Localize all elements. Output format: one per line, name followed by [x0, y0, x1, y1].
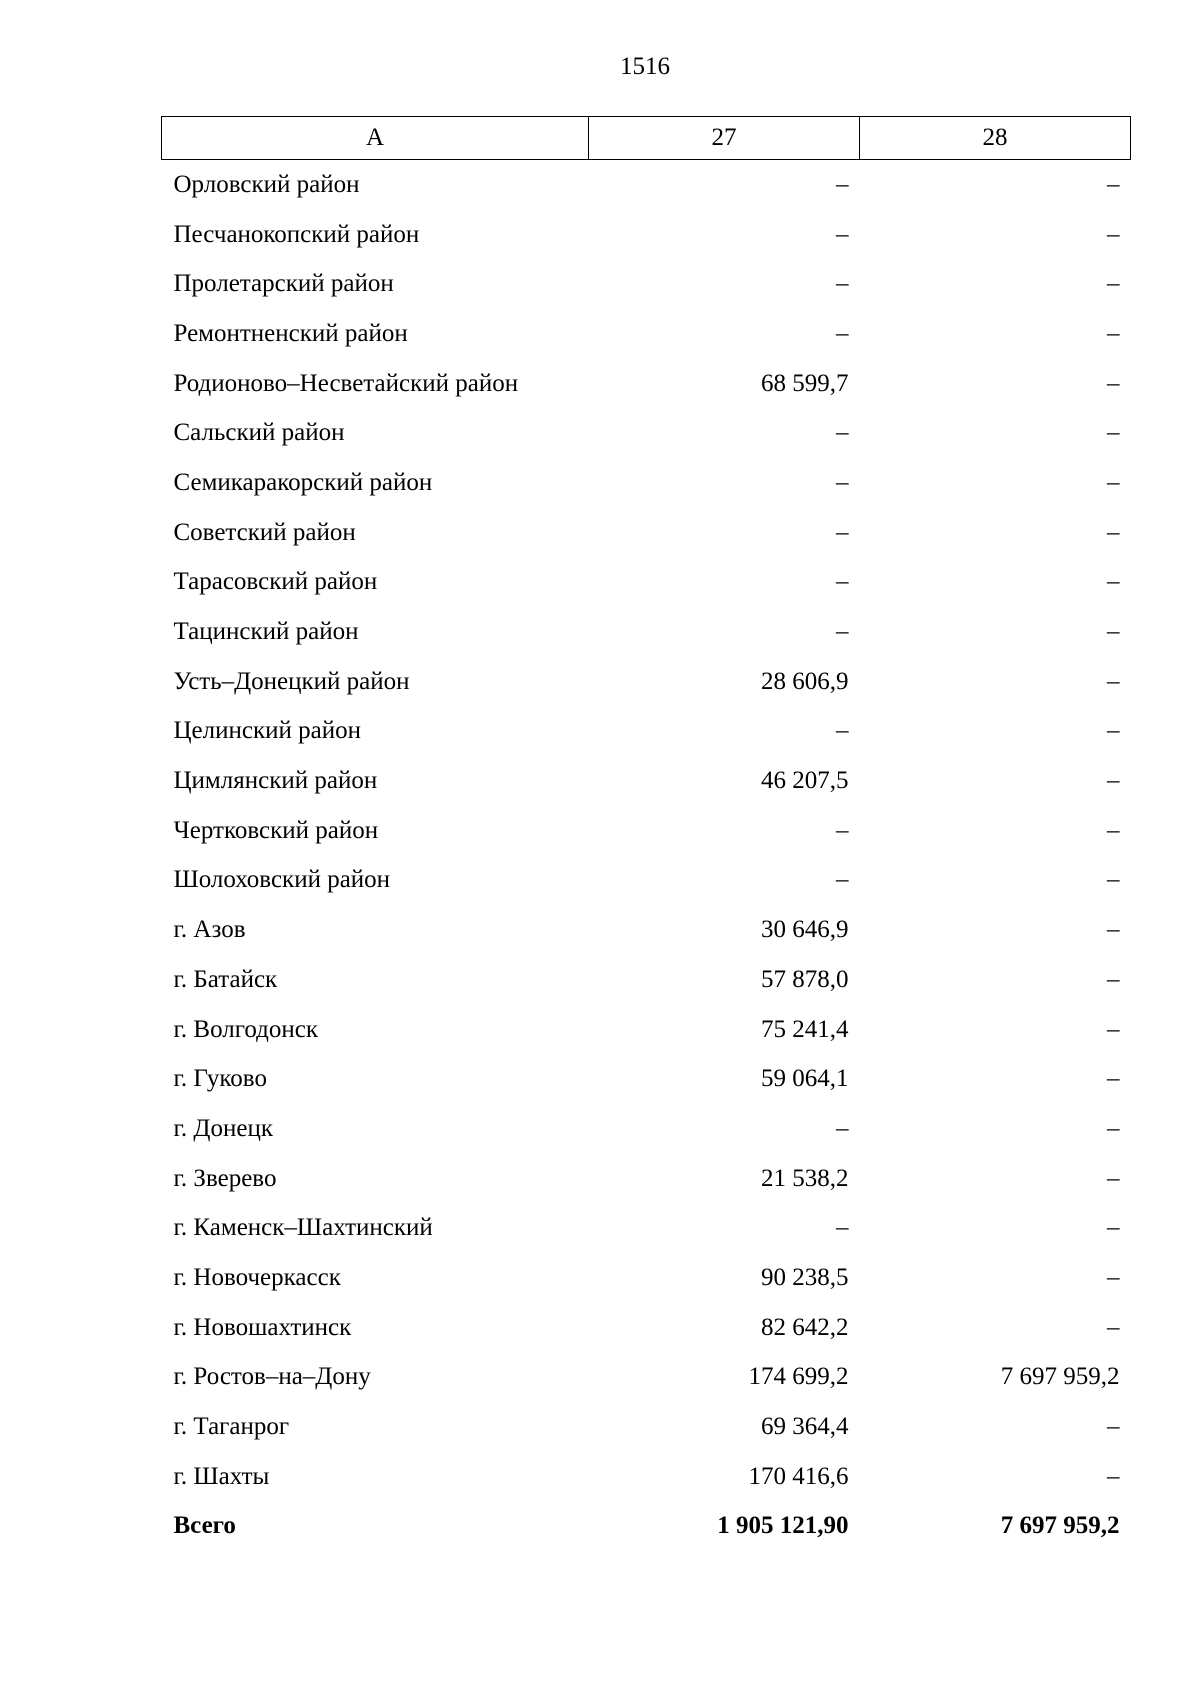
row-value-27: –	[836, 319, 849, 347]
row-name: г. Каменск–Шахтинский	[173, 1214, 433, 1242]
row-name: г. Шахты	[173, 1462, 270, 1490]
table-row	[162, 955, 1131, 1005]
row-value-27: –	[836, 816, 849, 844]
row-value-28: –	[1107, 1065, 1120, 1093]
row-name: Всего	[173, 1512, 236, 1540]
row-value-28: –	[1107, 419, 1120, 447]
row-name: Ремонтненский район	[173, 319, 408, 347]
row-name: Песчанокопский район	[173, 220, 420, 248]
table-row	[162, 160, 1131, 210]
table-row	[162, 558, 1131, 608]
row-value-27: –	[836, 419, 849, 447]
row-name: г. Гуково	[173, 1065, 267, 1093]
row-value-28: –	[1107, 568, 1120, 596]
row-value-27: 59 064,1	[761, 1065, 849, 1093]
table-row	[162, 607, 1131, 657]
table-row	[162, 309, 1131, 359]
column-header-a: А	[162, 117, 589, 160]
row-value-28: –	[1107, 717, 1120, 745]
row-value-27: 75 241,4	[761, 1015, 849, 1043]
table-row	[162, 210, 1131, 260]
row-value-28: –	[1107, 1114, 1120, 1142]
table-row	[162, 707, 1131, 757]
row-value-27: –	[836, 170, 849, 198]
row-value-27: 69 364,4	[761, 1413, 849, 1441]
row-name: г. Новошахтинск	[173, 1313, 352, 1341]
row-name: г. Батайск	[173, 965, 278, 993]
row-value-27: –	[836, 1114, 849, 1142]
row-value-27: –	[836, 866, 849, 894]
row-value-27: –	[836, 270, 849, 298]
row-name: Советский район	[173, 518, 356, 546]
row-value-27: 170 416,6	[748, 1462, 849, 1490]
row-value-28: 7 697 959,2	[1000, 1363, 1120, 1391]
row-name: г. Новочеркасск	[173, 1263, 341, 1291]
budget-table	[161, 116, 1131, 1551]
table-row	[162, 1353, 1131, 1403]
table-row	[162, 1303, 1131, 1353]
page-number: 1516	[620, 53, 670, 80]
row-value-27: 90 238,5	[761, 1263, 849, 1291]
row-value-27: –	[836, 518, 849, 546]
row-value-28: –	[1107, 1015, 1120, 1043]
row-name: г. Азов	[173, 916, 246, 944]
row-name: Шолоховский район	[173, 866, 391, 894]
row-value-28: –	[1107, 1313, 1120, 1341]
row-value-27: 30 646,9	[761, 916, 849, 944]
table-row	[162, 1203, 1131, 1253]
table-row	[162, 1005, 1131, 1055]
row-name: г. Волгодонск	[173, 1015, 319, 1043]
row-name: г. Ростов–на–Дону	[173, 1363, 371, 1391]
row-value-28: –	[1107, 220, 1120, 248]
total-row	[162, 1502, 1131, 1552]
row-name: Орловский район	[173, 170, 360, 198]
row-name: Пролетарский район	[173, 270, 394, 298]
row-value-28: –	[1107, 1413, 1120, 1441]
table-row	[162, 259, 1131, 309]
table-row	[162, 756, 1131, 806]
row-value-28: 7 697 959,2	[1000, 1512, 1120, 1540]
table-row	[162, 1054, 1131, 1104]
row-value-28: –	[1107, 1462, 1120, 1490]
row-name: Усть–Донецкий район	[173, 667, 410, 695]
row-value-28: –	[1107, 270, 1120, 298]
row-name: Семикаракорский район	[173, 468, 433, 496]
row-value-27: 46 207,5	[761, 767, 849, 795]
table-row	[162, 1154, 1131, 1204]
row-value-27: –	[836, 568, 849, 596]
row-value-28: –	[1107, 965, 1120, 993]
row-name: Тацинский район	[173, 618, 359, 646]
row-value-28: –	[1107, 866, 1120, 894]
row-value-28: –	[1107, 916, 1120, 944]
row-name: г. Донецк	[173, 1114, 273, 1142]
row-value-28: –	[1107, 319, 1120, 347]
row-value-28: –	[1107, 1263, 1120, 1291]
table-row	[162, 1402, 1131, 1452]
column-header-27: 27	[589, 117, 860, 160]
row-value-27: –	[836, 1214, 849, 1242]
table-row	[162, 856, 1131, 906]
row-name: Чертковский район	[173, 816, 379, 844]
row-value-28: –	[1107, 170, 1120, 198]
row-value-27: 1 905 121,90	[717, 1512, 849, 1540]
row-value-27: 57 878,0	[761, 965, 849, 993]
table-header-row	[162, 117, 1131, 160]
row-value-27: 21 538,2	[761, 1164, 849, 1192]
table-row	[162, 806, 1131, 856]
row-value-27: 68 599,7	[761, 369, 849, 397]
table-row	[162, 408, 1131, 458]
table-row	[162, 1452, 1131, 1502]
row-value-27: –	[836, 468, 849, 496]
row-value-28: –	[1107, 518, 1120, 546]
table-row	[162, 1104, 1131, 1154]
row-value-27: 82 642,2	[761, 1313, 849, 1341]
row-value-28: –	[1107, 816, 1120, 844]
table-row	[162, 458, 1131, 508]
row-name: Цимлянский район	[173, 767, 378, 795]
row-value-27: 28 606,9	[761, 667, 849, 695]
table-row	[162, 1253, 1131, 1303]
row-value-28: –	[1107, 618, 1120, 646]
row-value-28: –	[1107, 1214, 1120, 1242]
row-value-28: –	[1107, 1164, 1120, 1192]
row-name: Родионово–Несветайский район	[173, 369, 519, 397]
table-row	[162, 508, 1131, 558]
row-name: Тарасовский район	[173, 568, 378, 596]
row-value-28: –	[1107, 667, 1120, 695]
row-name: г. Зверево	[173, 1164, 277, 1192]
row-name: Целинский район	[173, 717, 361, 745]
row-name: г. Таганрог	[173, 1413, 290, 1441]
row-value-28: –	[1107, 369, 1120, 397]
row-value-27: 174 699,2	[748, 1363, 849, 1391]
row-value-28: –	[1107, 468, 1120, 496]
row-value-28: –	[1107, 767, 1120, 795]
table-row	[162, 657, 1131, 707]
table-row	[162, 905, 1131, 955]
column-header-28: 28	[860, 117, 1131, 160]
table-row	[162, 359, 1131, 409]
table-body	[162, 160, 1131, 1552]
row-value-27: –	[836, 717, 849, 745]
row-value-27: –	[836, 618, 849, 646]
row-name: Сальский район	[173, 419, 345, 447]
row-value-27: –	[836, 220, 849, 248]
